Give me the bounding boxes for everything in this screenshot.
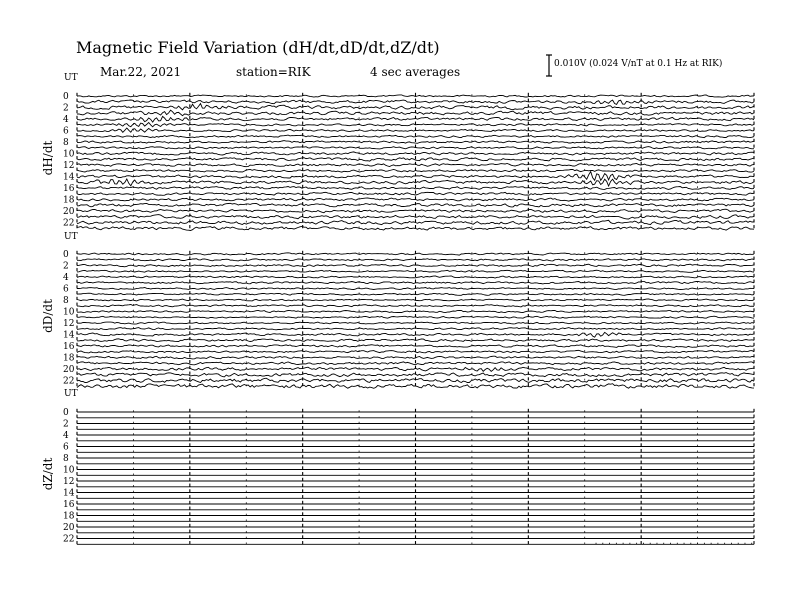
date-label: Mar.22, 2021 [100,65,182,79]
hour-label: 14 [63,330,75,341]
hour-label: 20 [63,207,75,217]
hour-label: 14 [63,488,75,499]
hour-label: 16 [63,500,75,510]
hour-label: 10 [63,465,75,476]
hour-label: 12 [63,477,75,487]
hour-label: 6 [63,284,69,295]
averaging-label: 4 sec averages [370,65,461,79]
hour-label: 20 [63,523,75,533]
hour-label: 16 [63,184,75,194]
hour-label: 14 [63,172,75,183]
hour-label: 10 [63,149,75,160]
scale-bar-label: 0.010V (0.024 V/nT at 0.1 Hz at RIK) [554,59,723,69]
hour-label: 8 [63,138,69,148]
hour-label: 6 [63,442,69,453]
scale-bar [546,55,552,76]
hour-label: 12 [63,319,75,329]
hour-label: 4 [63,115,69,125]
panel-ylabel: dH/dt [41,140,55,176]
ut-label: UT [64,389,78,399]
chart-title: Magnetic Field Variation (dH/dt,dD/dt,dZ/dt) [76,38,440,57]
hour-label: 18 [63,195,75,206]
hour-label: 10 [63,307,75,318]
hour-label: 4 [63,431,69,441]
hour-label: 2 [63,103,69,114]
hour-label: 8 [63,296,69,306]
hour-label: 20 [63,365,75,375]
panel-dddt [41,232,754,388]
hour-label: 2 [63,419,69,430]
hour-label: 22 [63,376,75,387]
hour-label: 4 [63,273,69,283]
panel-ylabel: dZ/dt [41,457,55,491]
ut-label: UT [64,73,78,83]
hour-label: 0 [63,92,69,102]
hour-label: 12 [63,161,75,171]
panel-ylabel: dD/dt [41,299,55,333]
hour-label: 22 [63,218,75,229]
hour-label: 18 [63,353,75,364]
panel-dhdt [41,73,754,231]
hour-label: 0 [63,408,69,418]
panel-dzdt [41,389,754,545]
hour-label: 6 [63,126,69,137]
hour-label: 22 [63,534,75,545]
station-label: station=RIK [236,65,311,79]
hour-label: 8 [63,454,69,464]
hour-label: 16 [63,342,75,352]
hour-label: 0 [63,250,69,260]
ut-label: UT [64,232,78,242]
hour-label: 18 [63,511,75,522]
hour-label: 2 [63,261,69,272]
